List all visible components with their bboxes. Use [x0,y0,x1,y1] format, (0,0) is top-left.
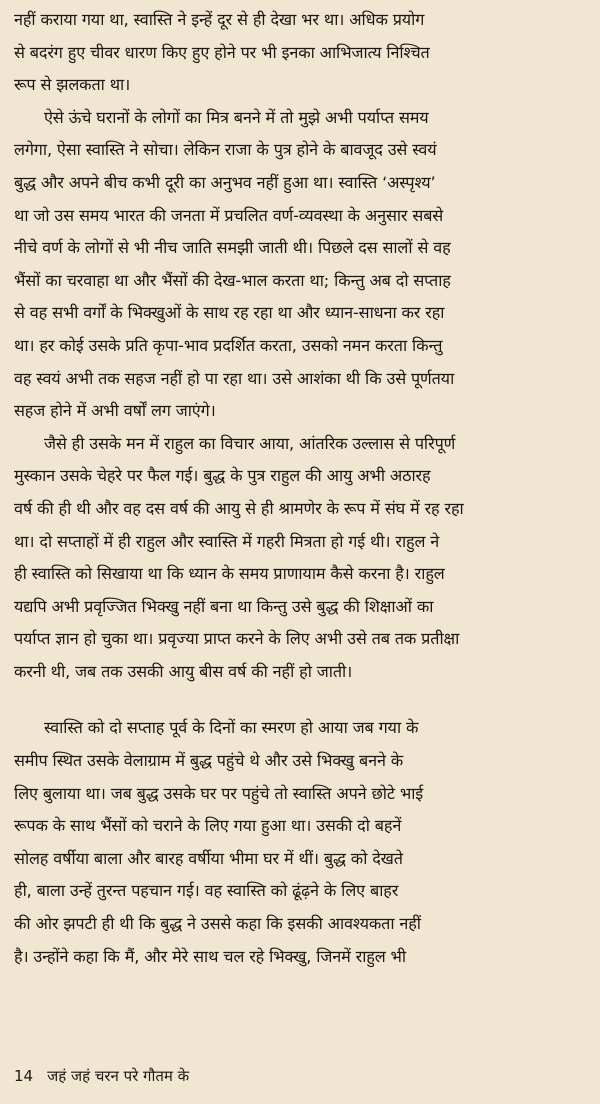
text-line: स्वास्ति को दो सप्ताह पूर्व के दिनों का स्मरण हो आया जब गया के [44,718,419,738]
text-line: भैंसों का चरवाहा था और भैंसों की देख-भाल करता था; किन्तु अब दो सप्ताह [14,270,451,290]
page-number: 14 [14,1067,34,1085]
text-line: रूप से झलकता था। [14,75,131,95]
text-line: नीचे वर्ण के लोगों से भी नीच जाति समझी जाती थी। पिछले दस सालों से वह [14,238,451,258]
page-footer [14,1066,189,1086]
text-line: से वह सभी वर्गों के भिक्खुओं के साथ रह रहा था और ध्यान-साधना कर रहा [14,303,445,323]
text-line: है। उन्होंने कहा कि मैं, और मेरे साथ चल रहे भिक्खु, जिनमें राहुल भी [14,946,406,966]
section-gap [14,688,588,712]
paragraph-1 [14,4,588,102]
text-line: बुद्ध और अपने बीच कभी दूरी का अनुभव नहीं हुआ था। स्वास्ति ‘अस्पृश्य’ [14,172,436,192]
text-line: लगेगा, ऐसा स्वास्ति ने सोचा। लेकिन राजा के पुत्र होने के बावजूद उसे स्वयं [14,140,437,160]
text-line: सहज होने में अभी वर्षों लग जाएंगे। [14,401,216,421]
text-line: पर्याप्त ज्ञान हो चुका था। प्रवृज्या प्राप्त करने के लिए अभी उसे तब तक प्रतीक्षा [14,629,460,649]
text-line: जैसे ही उसके मन में राहुल का विचार आया, आंतरिक उल्लास से परिपूर्ण [44,433,456,453]
text-line: रूपक के साथ भैंसों को चराने के लिए गया हुआ था। उसकी दो बहनें [14,816,402,836]
paragraph-3 [14,428,588,689]
paragraph-4 [14,712,588,973]
text-line: यद्यपि अभी प्रवृज्जित भिक्खु नहीं बना था किन्तु उसे बुद्ध की शिक्षाओं का [14,596,434,616]
text-line: ही स्वास्ति को सिखाया था कि ध्यान के समय प्राणायाम कैसे करना है। राहुल [14,564,445,584]
text-line: समीप स्थित उसके वेलाग्राम में बुद्ध पहुंचे थे और उसे भिक्खु बनने के [14,751,404,771]
running-title: जहं जहं चरन परे गौतम के [47,1067,190,1085]
text-line: की ओर झपटी ही थी कि बुद्ध ने उससे कहा कि इसकी आवश्यकता नहीं [14,914,421,934]
text-line: था। हर कोई उसके प्रति कृपा-भाव प्रदर्शित करता, उसको नमन करता किन्तु [14,335,443,355]
text-line: था जो उस समय भारत की जनता में प्रचलित वर्ण-व्यवस्था के अनुसार सबसे [14,205,444,225]
text-line: लिए बुलाया था। जब बुद्ध उसके घर पर पहुंचे तो स्वास्ति अपने छोटे भाई [14,783,424,803]
text-line: करनी थी, जब तक उसकी आयु बीस वर्ष की नहीं हो जाती। [14,661,353,681]
text-line: से बदरंग हुए चीवर धारण किए हुए होने पर भी इनका आभिजात्य निश्चित [14,42,430,62]
text-line: था। दो सप्ताहों में ही राहुल और स्वास्ति में गहरी मित्रता हो गई थी। राहुल ने [14,531,440,551]
text-line: नहीं कराया गया था, स्वास्ति ने इन्हें दूर से ही देखा भर था। अधिक प्रयोग [14,10,425,29]
text-line: सोलह वर्षीया बाला और बारह वर्षीया भीमा घर में थीं। बुद्ध को देखते [14,848,403,868]
text-line: ही, बाला उन्हें तुरन्त पहचान गई। वह स्वास्ति को ढूंढ़ने के लिए बाहर [14,881,399,901]
text-line: ऐसे ऊंचे घरानों के लोगों का मित्र बनने में तो मुझे अभी पर्याप्त समय [44,107,429,127]
paragraph-2 [14,102,588,428]
text-line: वह स्वयं अभी तक सहज नहीं हो पा रहा था। उसे आशंका थी कि उसे पूर्णतया [14,368,455,388]
text-line: वर्ष की ही थी और वह दस वर्ष की आयु से ही श्रामणेर के रूप में संघ में रह रहा [14,498,464,518]
text-line: मुस्कान उसके चेहरे पर फैल गई। बुद्ध के पुत्र राहुल की आयु अभी अठारह [14,466,431,486]
